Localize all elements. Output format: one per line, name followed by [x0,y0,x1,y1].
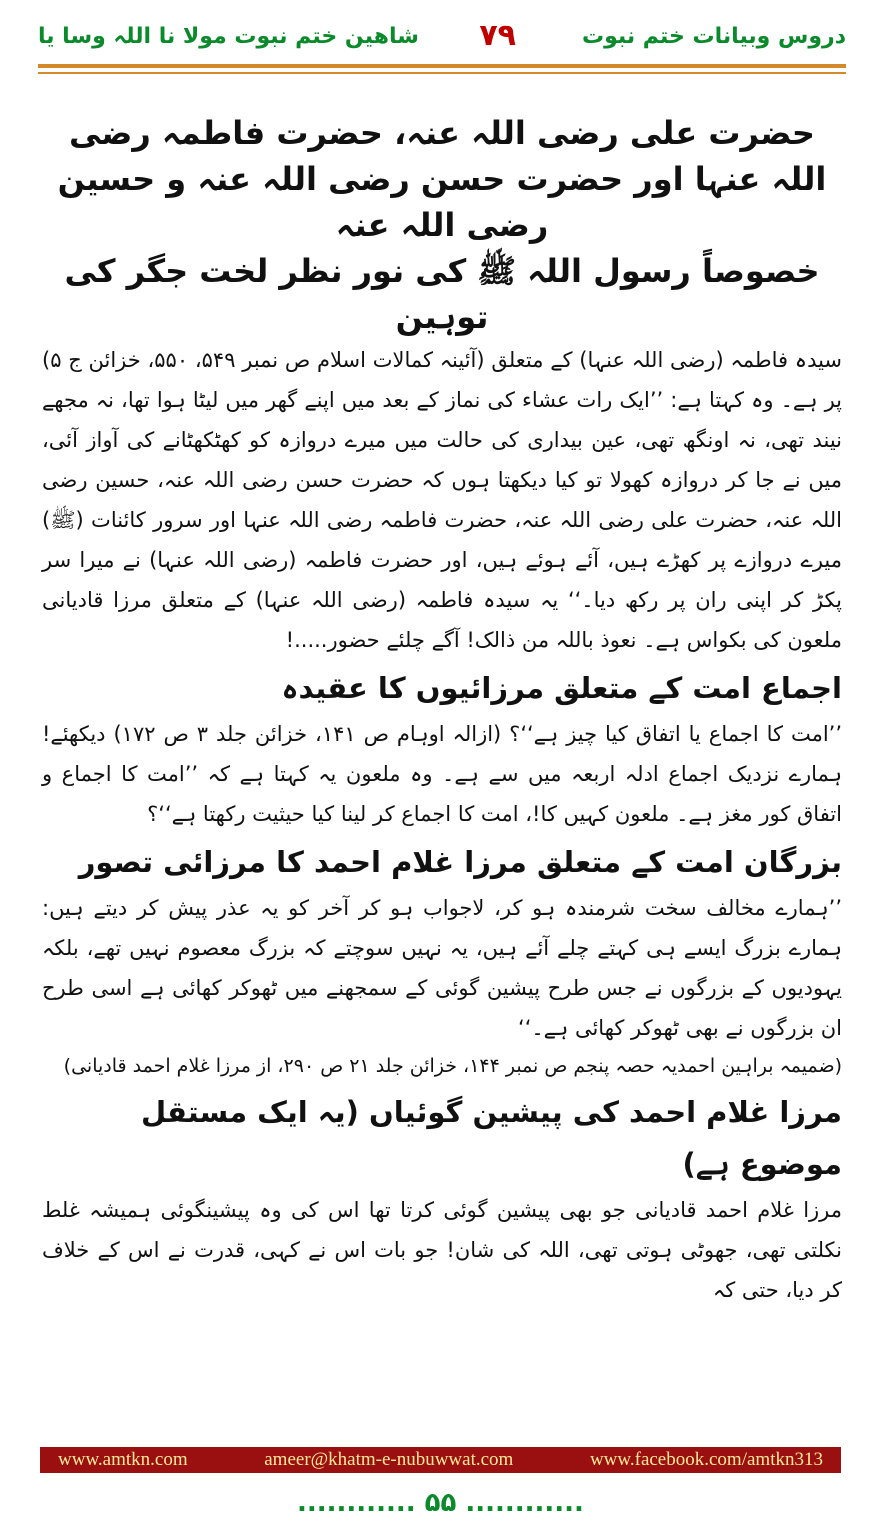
paragraph-buzurgan: ’’ہمارے مخالف سخت شرمندہ ہو کر، لاجواب ہو کر آخر کو یہ عذر پیش کر دیتے ہیں: ہمارے بزرگ ایسے ہی کہتے چلے آئے ہیں، یہ نہیں سوچتے کہ بزرگ معصوم نہیں تھے، بلکہ یہودیوں کے بزرگوں نے جس طرح پیشین گوئی کے سمجھنے میں ٹھوکر کھائی ہے اسی طرح ان بزرگوں نے بھی ٹھوکر کھائی ہے۔‘‘ [42,896,842,1040]
author-name: شاھین ختم نبوت مولا نا اللہ وسا یا [38,24,419,49]
paragraph-ijma: ’’امت کا اجماع یا اتفاق کیا چیز ہے‘‘؟ (ازالہ اوہام ص ۱۴۱، خزائن جلد ۳ ص ۱۷۲) دیکھئے! ہمارے نزدیک اجماع ادلہ اربعہ میں سے ہے۔ وہ ملعون یہ کہتا ہے کہ ’’امت کا اجماع و اتفاق کور مغز ہے۔ ملعون کہیں کا!، امت کا اجماع کر لینا کیا حیثیت رکھتا ہے‘‘؟ [42,722,843,826]
book-title: دروس وبیانات ختم نبوت [582,24,846,49]
page-header [38,18,846,60]
footer-website-link[interactable]: www.amtkn.com [58,1449,188,1470]
main-title-line2: خصوصاً رسول اللہ ﷺ کی نور نظر لخت جگر کی توہین [64,252,820,336]
header-rule-thin [38,72,846,74]
heading-peshingoiyan: مرزا غلام احمد کی پیشین گوئیاں (یہ ایک مستقل موضوع ہے) [140,1095,842,1181]
footer-email-link[interactable]: ameer@khatm-e-nubuwwat.com [264,1449,514,1470]
page-content [42,110,842,1440]
footer-bar [40,1447,841,1473]
reference-zamima: (ضمیمہ براہین احمدیہ حصہ پنجم ص نمبر ۱۴۴، خزائن جلد ۲۱ ص ۲۹۰، از مرزا غلام احمد قادیانی) [63,1055,842,1077]
main-title-line1: حضرت علی رضی اللہ عنہ، حضرت فاطمہ رضی اللہ عنہا اور حضرت حسن رضی اللہ عنہ و حسین رضی اللہ عنہ [57,114,827,244]
header-rule-thick [38,64,846,68]
heading-ijma: اجماع امت کے متعلق مرزائیوں کا عقیدہ [281,671,842,705]
page-number: ............ ۵۵ ............ [297,1488,584,1518]
heading-buzurgan: بزرگان امت کے متعلق مرزا غلام احمد کا مرزائی تصور [78,845,842,879]
header-page-number: ۷۹ [479,18,516,53]
paragraph-fatima: سیدہ فاطمہ (رضی اللہ عنہا) کے متعلق (آئینہ کمالات اسلام ص نمبر ۵۴۹، ۵۵۰، خزائن ج ۵) پر ہے۔ وہ کہتا ہے: ’’ایک رات عشاء کی نماز کے بعد میں اپنے گھر میں لیٹا ہوا تھا، نہ مجھے نیند تھی، نہ اونگھ تھی، عین بیداری کی حالت میں میرے دروازہ کو کھٹکھٹانے کی آواز آئی، میں نے جا کر دروازہ کھولا تو کیا دیکھتا ہوں کہ حضرت حسن رضی اللہ عنہ، حسین رضی اللہ عنہ، حضرت علی رضی اللہ عنہ، حضرت فاطمہ رضی اللہ عنہا اور سرور کائنات (ﷺ) میرے دروازے پر کھڑے ہیں، آئے ہوئے ہیں، اور حضرت فاطمہ (رضی اللہ عنہا) نے میرا سر پکڑ کر اپنی ران پر رکھ دیا۔‘‘ یہ سیدہ فاطمہ (رضی اللہ عنہا) کے متعلق مرزا قادیانی ملعون کی بکواس ہے۔ نعوذ باللہ من ذالک! آگے چلئے حضور.....! [42,348,843,652]
paragraph-peshingoiyan: مرزا غلام احمد قادیانی جو بھی پیشین گوئی کرتا تھا اس کی وہ پیشینگوئی ہمیشہ غلط نکلتی تھی، جھوٹی ہوتی تھی، اللہ کی شان! جو بات اس نے کہی، قدرت نے اس کے خلاف کر دیا، حتی کہ [42,1198,842,1302]
footer-facebook-link[interactable]: www.facebook.com/amtkn313 [589,1449,823,1470]
